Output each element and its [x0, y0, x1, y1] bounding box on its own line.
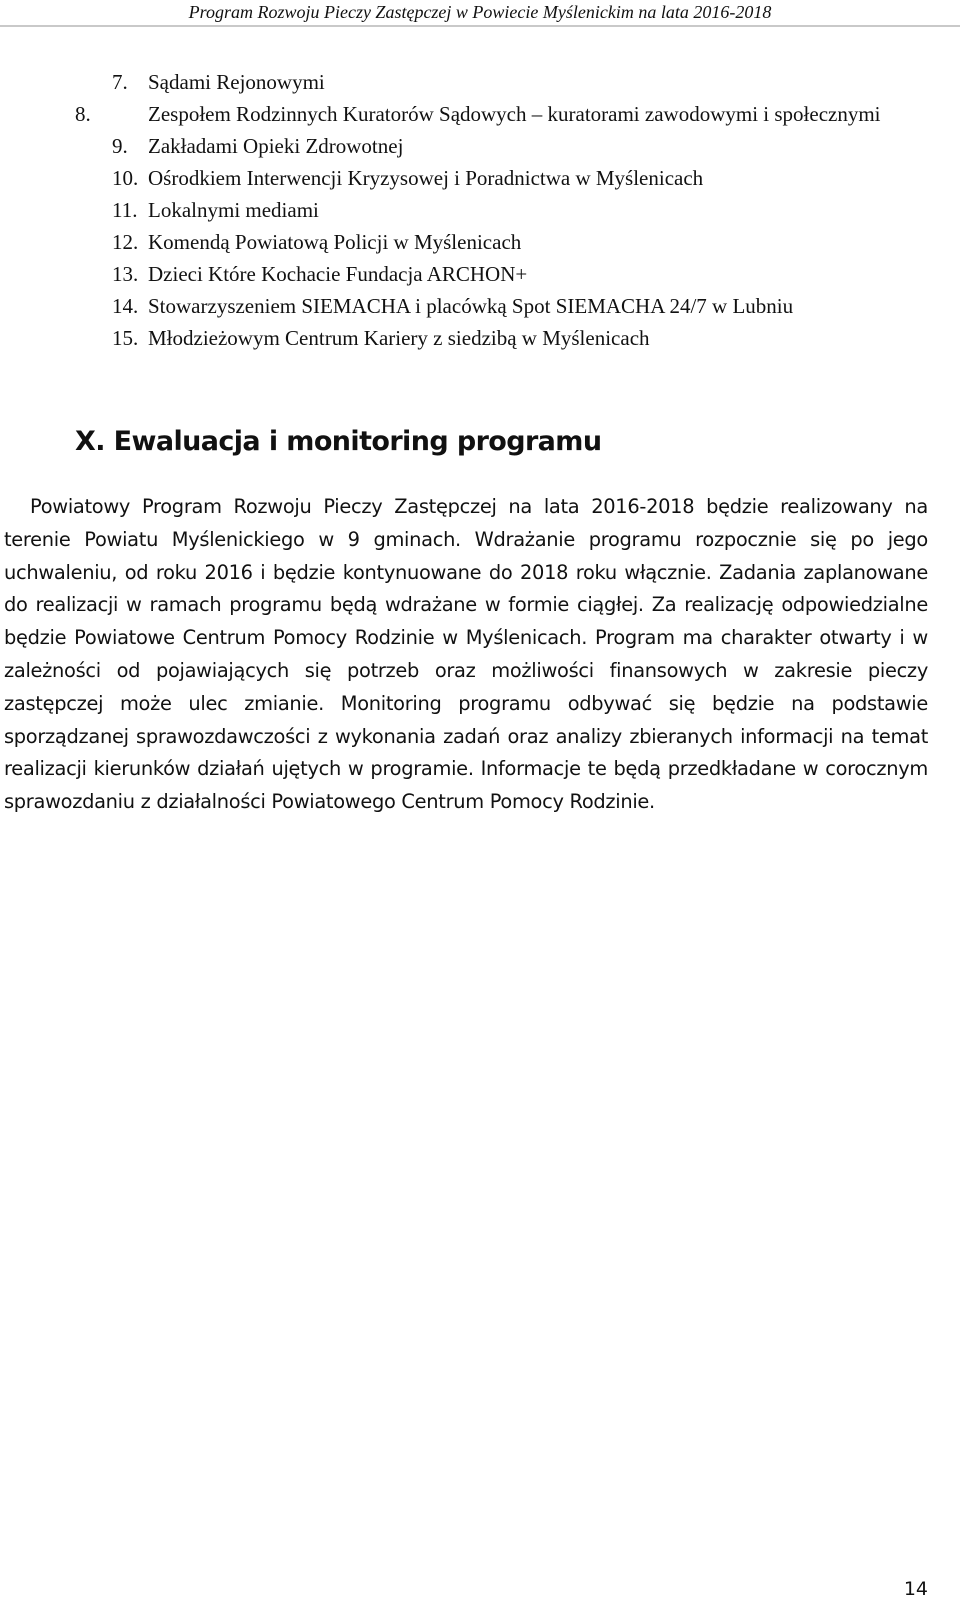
list-item-text: Sądami Rejonowymi — [148, 70, 325, 94]
list-item-number: 8. — [75, 102, 91, 126]
list-item-text: Ośrodkiem Interwencji Kryzysowej i Poradnictwa w Myślenicach — [148, 166, 704, 190]
running-header-title: Program Rozwoju Pieczy Zastępczej w Powiecie Myślenickim na lata 2016-2018 — [188, 2, 772, 22]
list-item — [112, 258, 938, 290]
list-item-number: 10. — [112, 166, 139, 190]
list-item-text: Dzieci Które Kochacie Fundacja ARCHON+ — [148, 262, 528, 286]
list-item-text: Stowarzyszeniem SIEMACHA i placówką Spot SIEMACHA 24/7 w Lubniu — [148, 294, 794, 318]
list-item-text: Młodzieżowym Centrum Kariery z siedzibą w Myślenicach — [148, 326, 650, 350]
list-item-number: 9. — [112, 134, 128, 158]
partners-list — [75, 66, 938, 354]
page-number: 14 — [903, 1578, 928, 1600]
list-item-text: Zespołem Rodzinnych Kuratorów Sądowych – kuratorami zawodowymi i społecznymi — [148, 102, 881, 126]
list-item — [112, 130, 938, 162]
list-item-text: Lokalnymi mediami — [148, 198, 319, 222]
list-item-text: Komendą Powiatową Policji w Myślenicach — [148, 230, 522, 254]
list-item — [112, 290, 938, 322]
list-item — [112, 162, 938, 194]
list-item — [75, 98, 938, 130]
list-item-number: 12. — [112, 230, 139, 254]
list-item — [112, 226, 938, 258]
list-item-number: 11. — [112, 198, 138, 222]
list-item-number: 15. — [112, 326, 139, 350]
list-item — [112, 322, 938, 354]
list-item — [112, 194, 938, 226]
list-item — [112, 66, 938, 98]
list-item-text: Zakładami Opieki Zdrowotnej — [148, 134, 404, 158]
list-item-number: 7. — [112, 70, 128, 94]
section-heading: X. Ewaluacja i monitoring programu — [75, 426, 602, 457]
list-item-number: 14. — [112, 294, 139, 318]
running-header — [0, 0, 960, 27]
list-item-number: 13. — [112, 262, 139, 286]
section-paragraph: Powiatowy Program Rozwoju Pieczy Zastępczej na lata 2016-2018 będzie realizowany na terenie Powiatu Myślenickiego w 9 gminach. Wdrażanie programu rozpocznie się po jego uchwaleniu, od roku 2016 i będzie kontynuowane do 2018 roku włącznie. Zadania zaplanowane do realizacji w ramach programu będą wdrażane w formie ciągłej. Za realizację odpowiedzialne będzie Powiatowe Centrum Pomocy Rodzinie w Myślenicach. Program ma charakter otwarty i w zależności od pojawiających się potrzeb oraz możliwości finansowych w zakresie pieczy zastępczej może ulec zmianie. Monitoring programu odbywać się będzie na podstawie sporządzanej sprawozdawczości z wykonania zadań oraz analizy zbieranych informacji na temat realizacji kierunków działań ujętych w programie. Informacje te będą przedkładane w corocznym sprawozdaniu z działalności Powiatowego Centrum Pomocy Rodzinie. — [4, 495, 928, 814]
